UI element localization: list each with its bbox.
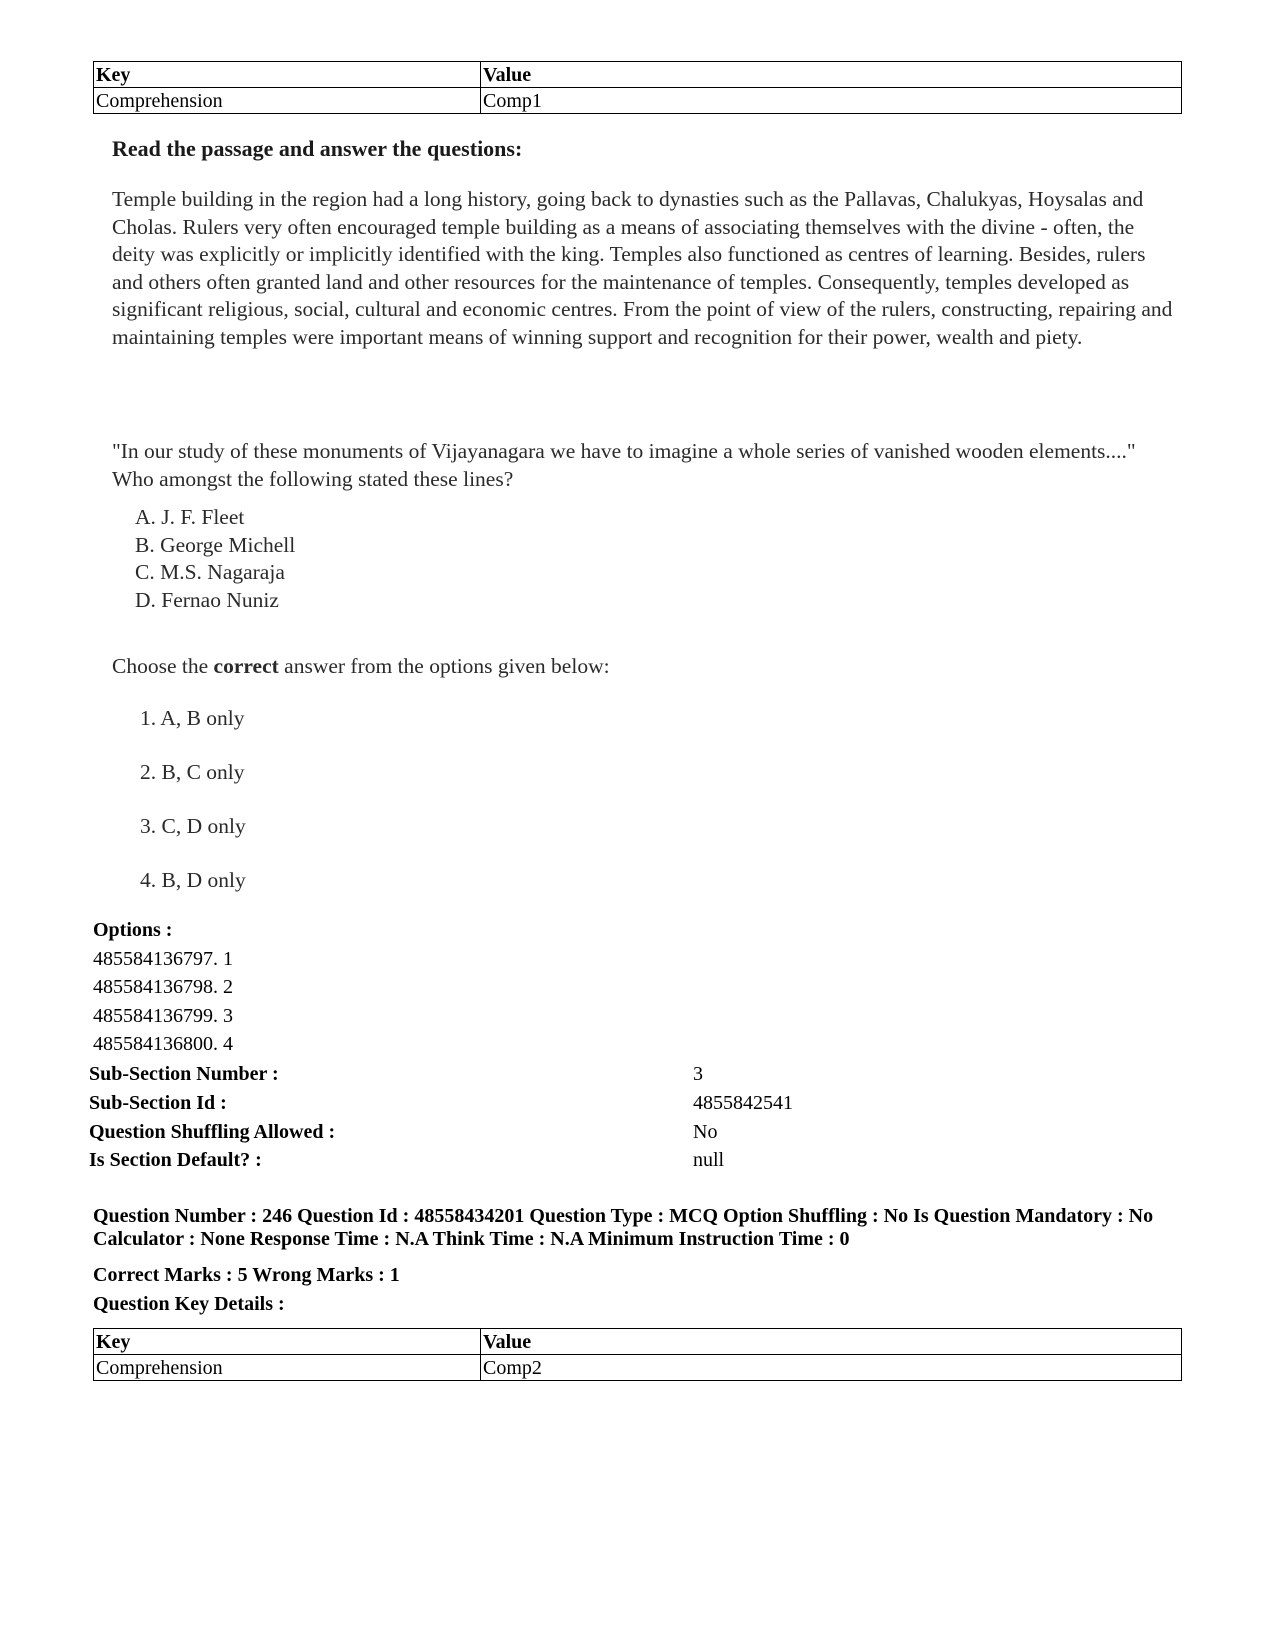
- marks-line: Correct Marks : 5 Wrong Marks : 1: [93, 1264, 400, 1286]
- subsection-label: Sub-Section Id :: [89, 1091, 227, 1114]
- subsection-row: [89, 1146, 1089, 1175]
- numbered-option: 2. B, C only: [140, 760, 245, 784]
- key-cell: Comprehension: [94, 88, 481, 114]
- choose-bold: correct: [213, 654, 279, 678]
- choose-prefix: Choose the: [112, 654, 214, 678]
- numbered-options-list: [140, 704, 246, 920]
- subsection-value: 4855842541: [693, 1091, 793, 1114]
- subsection-label: Question Shuffling Allowed :: [89, 1120, 336, 1143]
- numbered-option: 3. C, D only: [140, 814, 246, 838]
- subsection-info: [89, 1060, 1089, 1175]
- letter-options-list: [135, 504, 295, 614]
- value-cell: Comp1: [481, 88, 1182, 114]
- letter-option: D. Fernao Nuniz: [135, 587, 279, 612]
- key-details-table-bottom: [93, 1328, 1182, 1381]
- letter-option: C. M.S. Nagaraja: [135, 560, 285, 585]
- options-label: Options :: [93, 919, 173, 941]
- option-item: 485584136799. 3: [93, 1004, 233, 1027]
- subsection-value: No: [693, 1120, 718, 1143]
- letter-option: B. George Michell: [135, 532, 296, 557]
- value-header: Value: [481, 62, 1182, 88]
- passage-text: Temple building in the region had a long history, going back to dynasties such as the Pallavas, Chalukyas, Hoysalas and Cholas. Rulers very often encouraged temple building as a means of associating themselves with the divine - often, the deity was explicitly or implicitly identified with the king. Temples also functioned as centres of learning. Besides, rulers and others often granted land and other resources for the maintenance of temples. Consequently, temples developed as significant religious, social, cultural and economic centres. From the point of view of the rulers, constructing, repairing and maintaining temples were important means of winning support and recognition for their power, wealth and piety.: [112, 187, 1173, 349]
- key-header: Key: [94, 1329, 481, 1355]
- key-details-table-top: [93, 61, 1182, 114]
- key-header: Key: [94, 62, 481, 88]
- subsection-value: 3: [693, 1063, 703, 1085]
- subsection-label: Is Section Default? :: [89, 1149, 262, 1172]
- subsection-label: Sub-Section Number :: [89, 1063, 279, 1085]
- subsection-row: [89, 1060, 1089, 1089]
- choose-suffix: answer from the options given below:: [278, 654, 610, 678]
- table-header-row: [94, 1329, 1182, 1355]
- subsection-row: [89, 1118, 1089, 1147]
- key-details-label: Question Key Details :: [93, 1293, 285, 1315]
- option-item: 485584136797. 1: [93, 947, 233, 970]
- passage-heading: Read the passage and answer the questions:: [112, 136, 523, 161]
- numbered-option: 4. B, D only: [140, 868, 246, 892]
- question-text: "In our study of these monuments of Vijayanagara we have to imagine a whole series of vanished wooden elements...." Who amongst the following stated these lines?: [112, 439, 1136, 491]
- option-item: 485584136800. 4: [93, 1033, 233, 1055]
- choose-instruction: [112, 652, 610, 680]
- numbered-option: 1. A, B only: [140, 706, 245, 730]
- value-cell: Comp2: [481, 1355, 1182, 1381]
- table-header-row: [94, 62, 1182, 88]
- table-row: [94, 1355, 1182, 1381]
- letter-option: A. J. F. Fleet: [135, 505, 245, 529]
- subsection-value: null: [693, 1149, 725, 1172]
- key-cell: Comprehension: [94, 1355, 481, 1381]
- subsection-row: [89, 1089, 1089, 1118]
- options-block: [93, 916, 233, 1059]
- value-header: Value: [481, 1329, 1182, 1355]
- table-row: [94, 88, 1182, 114]
- option-item: 485584136798. 2: [93, 976, 233, 998]
- question-meta: Question Number : 246 Question Id : 48558434201 Question Type : MCQ Option Shuffling : No Is Question Mandatory : No Calculator : None Response Time : N.A Think Time : N.A Minimum Instruction Time : 0: [93, 1205, 1154, 1250]
